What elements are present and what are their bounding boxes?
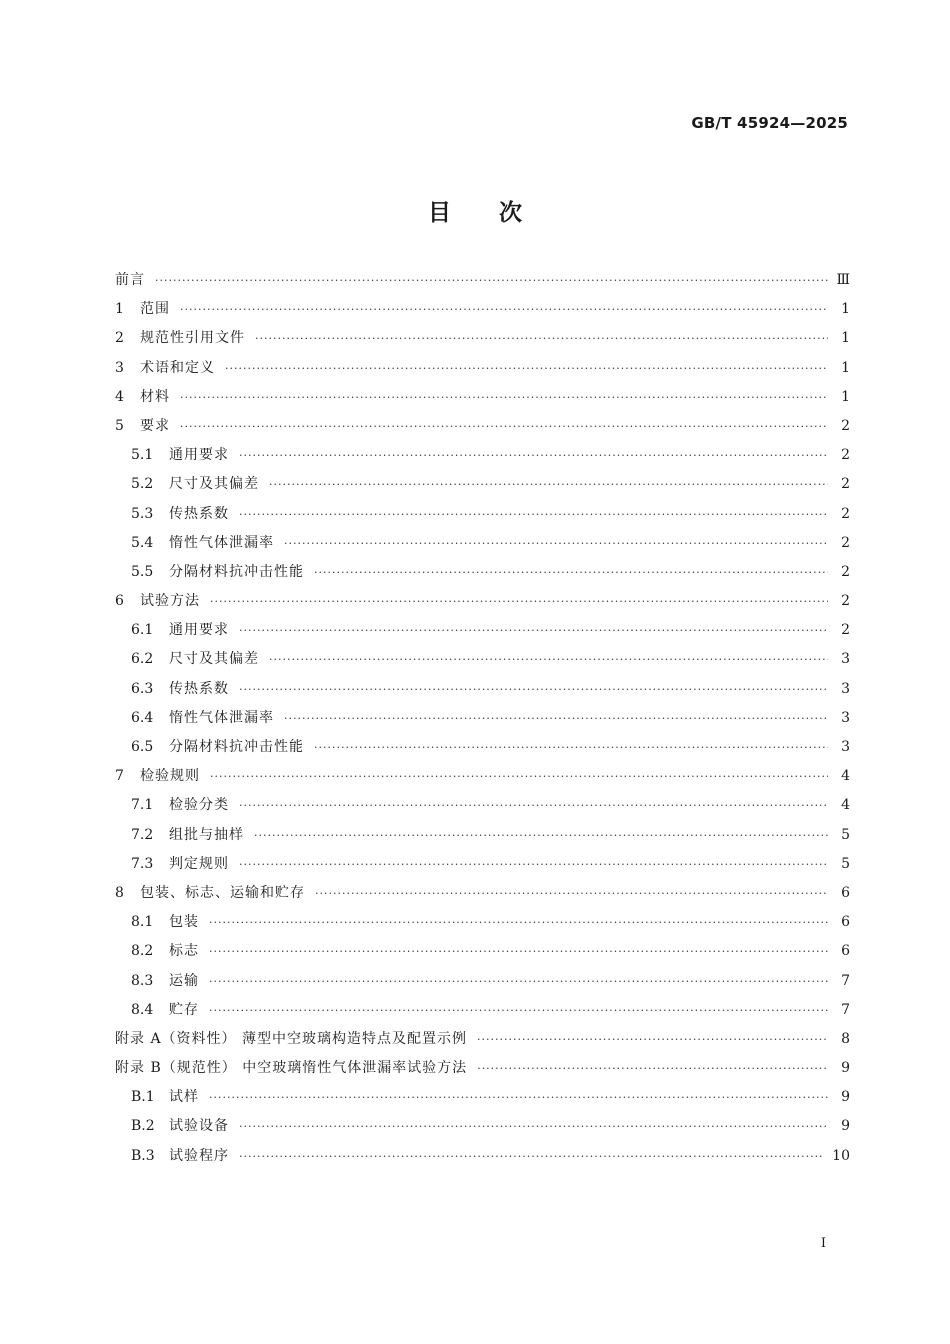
toc-entry-number: B.3 bbox=[131, 1147, 155, 1164]
toc-entry-label: 组批与抽样 bbox=[169, 826, 244, 843]
toc-entry-page: 1 bbox=[841, 330, 850, 347]
toc-entry-page: 4 bbox=[841, 768, 850, 785]
toc-entry-number: B.1 bbox=[131, 1089, 155, 1106]
toc-entry-number: 5 bbox=[115, 417, 124, 434]
toc-entry[interactable] bbox=[115, 444, 850, 473]
toc-entry-label: 要求 bbox=[140, 417, 170, 434]
toc-entry[interactable] bbox=[115, 707, 850, 736]
toc-entry-number: 5.2 bbox=[131, 476, 154, 493]
toc-entry-label: 尺寸及其偏差 bbox=[169, 476, 259, 493]
toc-entry-page: 2 bbox=[841, 622, 850, 639]
toc-entry-number: 6.5 bbox=[131, 739, 154, 755]
toc-entry-label: 规范性引用文件 bbox=[140, 330, 245, 347]
toc-entry-page: Ⅲ bbox=[836, 272, 850, 288]
dot-leader bbox=[255, 332, 828, 345]
toc-entry-page: 3 bbox=[841, 739, 850, 755]
title-char-2: 次 bbox=[499, 200, 522, 226]
toc-entry-number: 4 bbox=[115, 388, 124, 405]
toc-entry[interactable] bbox=[115, 794, 850, 823]
dot-leader bbox=[315, 887, 828, 900]
toc-entry-page: 2 bbox=[841, 505, 850, 522]
toc-entry-page: 9 bbox=[841, 1060, 850, 1077]
toc-entry-page: 7 bbox=[841, 1001, 850, 1018]
dot-leader bbox=[239, 624, 828, 637]
toc-entry-number: 8.1 bbox=[131, 914, 154, 931]
toc-entry[interactable] bbox=[115, 357, 850, 386]
toc-entry-label: 通用要求 bbox=[169, 622, 229, 639]
dot-leader bbox=[239, 449, 828, 462]
dot-leader bbox=[209, 916, 828, 929]
toc-entry-number: 6.4 bbox=[131, 709, 154, 726]
toc-entry-page: 4 bbox=[841, 797, 850, 814]
toc-entry-number: 8 bbox=[115, 884, 124, 901]
toc-entry-label: 术语和定义 bbox=[140, 359, 215, 376]
toc-entry[interactable] bbox=[115, 853, 850, 882]
toc-entry-page: 2 bbox=[841, 417, 850, 434]
dot-leader bbox=[209, 975, 828, 988]
dot-leader bbox=[239, 1150, 824, 1163]
toc-entry[interactable] bbox=[115, 503, 850, 532]
dot-leader bbox=[239, 799, 828, 812]
toc-entry-page: 7 bbox=[841, 972, 850, 989]
toc-entry[interactable] bbox=[115, 473, 850, 502]
dot-leader bbox=[284, 712, 828, 725]
dot-leader bbox=[210, 770, 828, 783]
toc-entry-page: 3 bbox=[841, 680, 850, 697]
toc-entry-number: 2 bbox=[115, 330, 124, 347]
toc-entry-label: 检验分类 bbox=[169, 797, 229, 814]
toc-entry[interactable] bbox=[115, 1057, 850, 1086]
toc-entry-label: 包装、标志、运输和贮存 bbox=[140, 884, 305, 901]
toc-entry-label: 传热系数 bbox=[169, 505, 229, 522]
toc-entry-page: 9 bbox=[841, 1118, 850, 1135]
toc-entry-number: 5.1 bbox=[131, 447, 154, 464]
dot-leader bbox=[209, 945, 828, 958]
toc-entry-page: 9 bbox=[841, 1089, 850, 1106]
toc-entry-label: 运输 bbox=[169, 972, 199, 989]
toc-entry[interactable] bbox=[115, 648, 850, 677]
toc-entry-page: 2 bbox=[841, 593, 850, 610]
toc-entry-label: 传热系数 bbox=[169, 680, 229, 697]
toc-entry[interactable] bbox=[115, 911, 850, 940]
dot-leader bbox=[314, 741, 828, 754]
toc-entry[interactable] bbox=[115, 1028, 850, 1057]
dot-leader bbox=[239, 1120, 828, 1133]
toc-entry-number: 6.3 bbox=[131, 680, 154, 697]
toc-entry[interactable] bbox=[115, 269, 850, 298]
toc-entry-page: 3 bbox=[841, 709, 850, 726]
dot-leader bbox=[239, 683, 828, 696]
toc-entry-label: 分隔材料抗冲击性能 bbox=[169, 739, 304, 755]
toc-entry-page: 5 bbox=[841, 826, 850, 843]
title-char-1: 目 bbox=[428, 200, 451, 226]
toc-entry-label: 标志 bbox=[169, 943, 199, 960]
toc-entry-page: 10 bbox=[832, 1147, 850, 1164]
page-title bbox=[0, 194, 950, 227]
dot-leader bbox=[180, 303, 828, 316]
toc-entry[interactable] bbox=[115, 678, 850, 707]
toc-entry-number: 8.3 bbox=[131, 972, 154, 989]
dot-leader bbox=[225, 362, 828, 375]
toc-entry-page: 1 bbox=[841, 301, 850, 318]
toc-entry-page: 1 bbox=[841, 388, 850, 405]
toc-entry-number: 5.4 bbox=[131, 534, 154, 551]
toc-entry-label: 试验方法 bbox=[140, 593, 200, 610]
toc-entry-number: 3 bbox=[115, 359, 124, 376]
toc-entry[interactable] bbox=[115, 561, 850, 590]
toc-entry[interactable] bbox=[115, 736, 850, 765]
toc-entry-label: 前言 bbox=[115, 272, 145, 288]
toc-entry-page: 8 bbox=[841, 1030, 850, 1047]
dot-leader bbox=[254, 829, 828, 842]
toc-entry-number: 6.2 bbox=[131, 651, 154, 668]
toc-entry-label: 惰性气体泄漏率 bbox=[169, 534, 274, 551]
toc-entry-number: 8.4 bbox=[131, 1001, 154, 1018]
toc-entry-page: 5 bbox=[841, 855, 850, 872]
dot-leader bbox=[284, 537, 828, 550]
toc-entry-number: 8.2 bbox=[131, 943, 154, 960]
toc-entry-page: 6 bbox=[841, 914, 850, 931]
toc-entry-page: 2 bbox=[841, 534, 850, 551]
dot-leader bbox=[477, 1062, 828, 1075]
toc-entry-number: 5.3 bbox=[131, 505, 154, 522]
footer-page-number: Ⅰ bbox=[820, 1236, 826, 1251]
dot-leader bbox=[239, 858, 828, 871]
toc-entry-label: 范围 bbox=[140, 301, 170, 318]
toc-entry[interactable] bbox=[115, 619, 850, 648]
toc-entry-label: 判定规则 bbox=[169, 855, 229, 872]
dot-leader bbox=[210, 595, 828, 608]
dot-leader bbox=[155, 274, 828, 287]
toc-entry-label: 尺寸及其偏差 bbox=[169, 651, 259, 668]
toc-entry-number: 5.5 bbox=[131, 563, 154, 580]
toc-entry-number: B.2 bbox=[131, 1118, 155, 1135]
toc-entry-page: 6 bbox=[841, 884, 850, 901]
toc-entry-page: 2 bbox=[841, 563, 850, 580]
toc-entry[interactable] bbox=[115, 999, 850, 1028]
toc-entry-number: 1 bbox=[115, 301, 124, 318]
table-of-contents bbox=[115, 269, 850, 1174]
toc-entry-label: 惰性气体泄漏率 bbox=[169, 709, 274, 726]
document-code: GB/T 45924—2025 bbox=[691, 114, 848, 132]
toc-entry[interactable] bbox=[115, 970, 850, 999]
toc-entry[interactable] bbox=[115, 824, 850, 853]
toc-entry-label: 包装 bbox=[169, 914, 199, 931]
toc-entry-label: 分隔材料抗冲击性能 bbox=[169, 563, 304, 580]
dot-leader bbox=[269, 478, 828, 491]
toc-entry-number: 7.2 bbox=[131, 826, 154, 843]
toc-entry-label: 材料 bbox=[140, 388, 170, 405]
toc-entry-number: 7.3 bbox=[131, 855, 154, 872]
toc-entry-label: 通用要求 bbox=[169, 447, 229, 464]
toc-entry-number: 7.1 bbox=[131, 797, 154, 814]
toc-entry-label: 检验规则 bbox=[140, 768, 200, 785]
toc-entry-page: 3 bbox=[841, 651, 850, 668]
toc-entry-number: 6 bbox=[115, 593, 124, 610]
toc-entry[interactable] bbox=[115, 386, 850, 415]
dot-leader bbox=[180, 420, 828, 433]
toc-entry-label: 贮存 bbox=[169, 1001, 199, 1018]
toc-entry-page: 2 bbox=[841, 447, 850, 464]
dot-leader bbox=[239, 508, 828, 521]
toc-entry-number: 7 bbox=[115, 768, 124, 785]
toc-entry-label: 试验程序 bbox=[169, 1147, 229, 1164]
toc-entry-label: 附录 A（资料性） 薄型中空玻璃构造特点及配置示例 bbox=[115, 1030, 468, 1047]
dot-leader bbox=[314, 566, 828, 579]
toc-entry-label: 试样 bbox=[169, 1089, 199, 1106]
toc-entry[interactable] bbox=[115, 590, 850, 619]
dot-leader bbox=[180, 391, 828, 404]
toc-entry-page: 6 bbox=[841, 943, 850, 960]
toc-entry[interactable] bbox=[115, 940, 850, 969]
toc-entry[interactable] bbox=[115, 1145, 850, 1174]
toc-entry-page: 1 bbox=[841, 359, 850, 376]
toc-entry[interactable] bbox=[115, 765, 850, 794]
toc-entry[interactable] bbox=[115, 532, 850, 561]
dot-leader bbox=[477, 1033, 828, 1046]
toc-entry[interactable] bbox=[115, 298, 850, 327]
toc-entry[interactable] bbox=[115, 1115, 850, 1144]
dot-leader bbox=[269, 653, 828, 666]
toc-entry-page: 2 bbox=[841, 476, 850, 493]
dot-leader bbox=[209, 1091, 828, 1104]
toc-entry-label: 试验设备 bbox=[169, 1118, 229, 1135]
toc-entry[interactable] bbox=[115, 882, 850, 911]
toc-entry-label: 附录 B（规范性） 中空玻璃惰性气体泄漏率试验方法 bbox=[115, 1060, 468, 1077]
toc-entry[interactable] bbox=[115, 1086, 850, 1115]
dot-leader bbox=[209, 1004, 828, 1017]
toc-entry[interactable] bbox=[115, 415, 850, 444]
toc-entry[interactable] bbox=[115, 327, 850, 356]
toc-entry-number: 6.1 bbox=[131, 622, 154, 639]
